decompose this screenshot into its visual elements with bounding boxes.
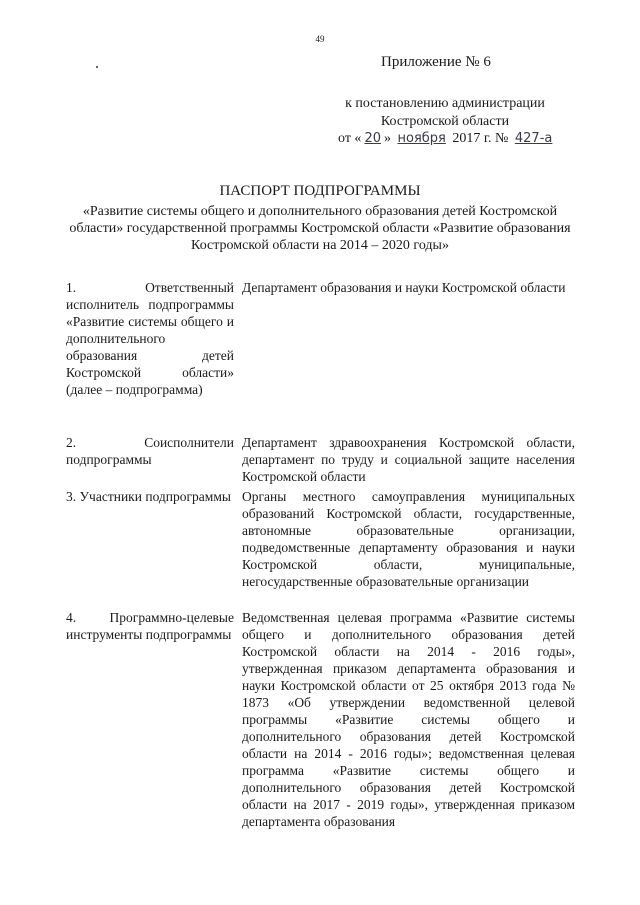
date-prefix: от « xyxy=(338,131,362,146)
resolution-reference xyxy=(300,95,590,131)
date-mid: » xyxy=(383,131,391,146)
document-title: ПАСПОРТ ПОДПРОГРАММЫ xyxy=(219,183,421,199)
row-4-label: 4. Программно-целевые инструменты подпрограммы xyxy=(66,610,234,642)
year-text: 2017 г. № xyxy=(452,131,509,146)
page-number: 49 xyxy=(315,34,325,44)
resolution-line-1: к постановлению администрации xyxy=(345,96,545,111)
handwritten-number: 427-а xyxy=(514,131,553,146)
row-2-value: Департамент здравоохранения Костромской области, департамент по труду и социальной защите населения Костромской области xyxy=(242,435,575,484)
row-3-label: 3. Участники подпрограммы xyxy=(66,489,231,504)
row-1-label: 1. Ответственный исполнитель подпрограммы «Развитие системы общего и дополнительного образования детей Костромской области» (далее – подпрограмма) xyxy=(66,280,234,397)
document-subtitle: «Развитие системы общего и дополнительного образования детей Костромской области» государственной программы Костромской области «Развитие образования Костромской области на 2014 – 2020 годы» xyxy=(69,204,571,253)
row-2-label: 2. Соисполнители подпрограммы xyxy=(66,435,234,467)
handwritten-month: ноября xyxy=(397,131,446,146)
row-1-value: Департамент образования и науки Костромской области xyxy=(242,280,566,295)
handwritten-day: 20 xyxy=(364,131,381,146)
appendix-label: Приложение № 6 xyxy=(381,54,491,70)
row-4-value: Ведомственная целевая программа «Развитие системы общего и дополнительного образования детей Костромской области на 2014 - 2016 годы», утвержденная приказом департамента образования и науки Костромской области от 25 октября 2013 года № 1873 «Об утверждении ведомственной целевой программы «Развитие системы общего и дополнительного образования детей Костромской области на 2014 - 2016 годы»; ведомственная целевая программа «Развитие системы общего и дополнительного образования детей Костромской области на 2017 - 2019 годы», утвержденная приказом департамента образования xyxy=(242,610,575,829)
resolution-line-2: Костромской области xyxy=(380,114,510,129)
row-3-value: Органы местного самоуправления муниципальных образований Костромской области, государственные, автономные образовательные организации, подведомственные департаменту образования и науки Костромской области, муниципальные, негосударственные образовательные организации xyxy=(242,489,575,589)
resolution-date xyxy=(338,131,555,147)
scan-speck xyxy=(96,66,98,68)
